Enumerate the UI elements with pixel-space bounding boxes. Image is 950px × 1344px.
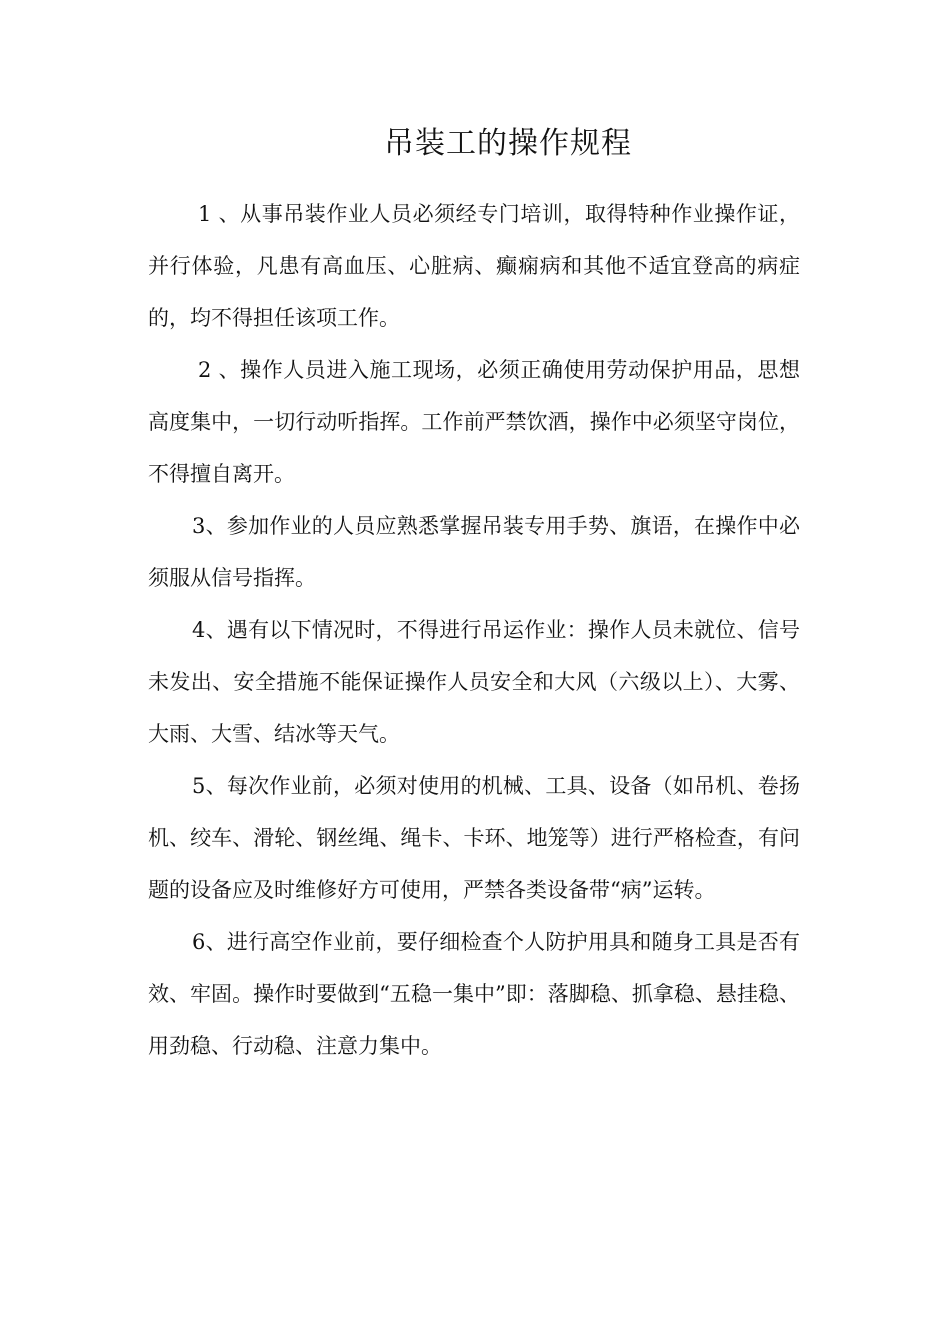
paragraph-6: 6、进行高空作业前，要仔细检查个人防护用具和随身工具是否有效、牢固。操作时要做到“五稳一集中”即：落脚稳、抓拿稳、悬挂稳、用劲稳、行动稳、注意力集中。	[148, 930, 800, 1058]
document-body	[148, 188, 800, 1072]
paragraph-2: 2 、操作人员进入施工现场，必须正确使用劳动保护用品，思想高度集中，一切行动听指挥。工作前严禁饮酒，操作中必须坚守岗位，不得擅自离开。	[148, 358, 800, 486]
paragraph-4: 4、遇有以下情况时，不得进行吊运作业：操作人员未就位、信号未发出、安全措施不能保证操作人员安全和大风（六级以上）、大雾、大雨、大雪、结冰等天气。	[148, 618, 800, 746]
paragraph-5: 5、每次作业前，必须对使用的机械、工具、设备（如吊机、卷扬机、绞车、滑轮、钢丝绳、绳卡、卡环、地笼等）进行严格检查，有问题的设备应及时维修好方可使用，严禁各类设备带“病”运转。	[148, 774, 800, 902]
paragraph-1: 1 、从事吊装作业人员必须经专门培训，取得特种作业操作证，并行体验，凡患有高血压、心脏病、癫痫病和其他不适宜登高的病症的，均不得担任该项工作。	[148, 202, 800, 330]
document-title: 吊装工的操作规程	[384, 126, 632, 161]
paragraph-3: 3、参加作业的人员应熟悉掌握吊装专用手势、旗语，在操作中必须服从信号指挥。	[148, 514, 800, 590]
